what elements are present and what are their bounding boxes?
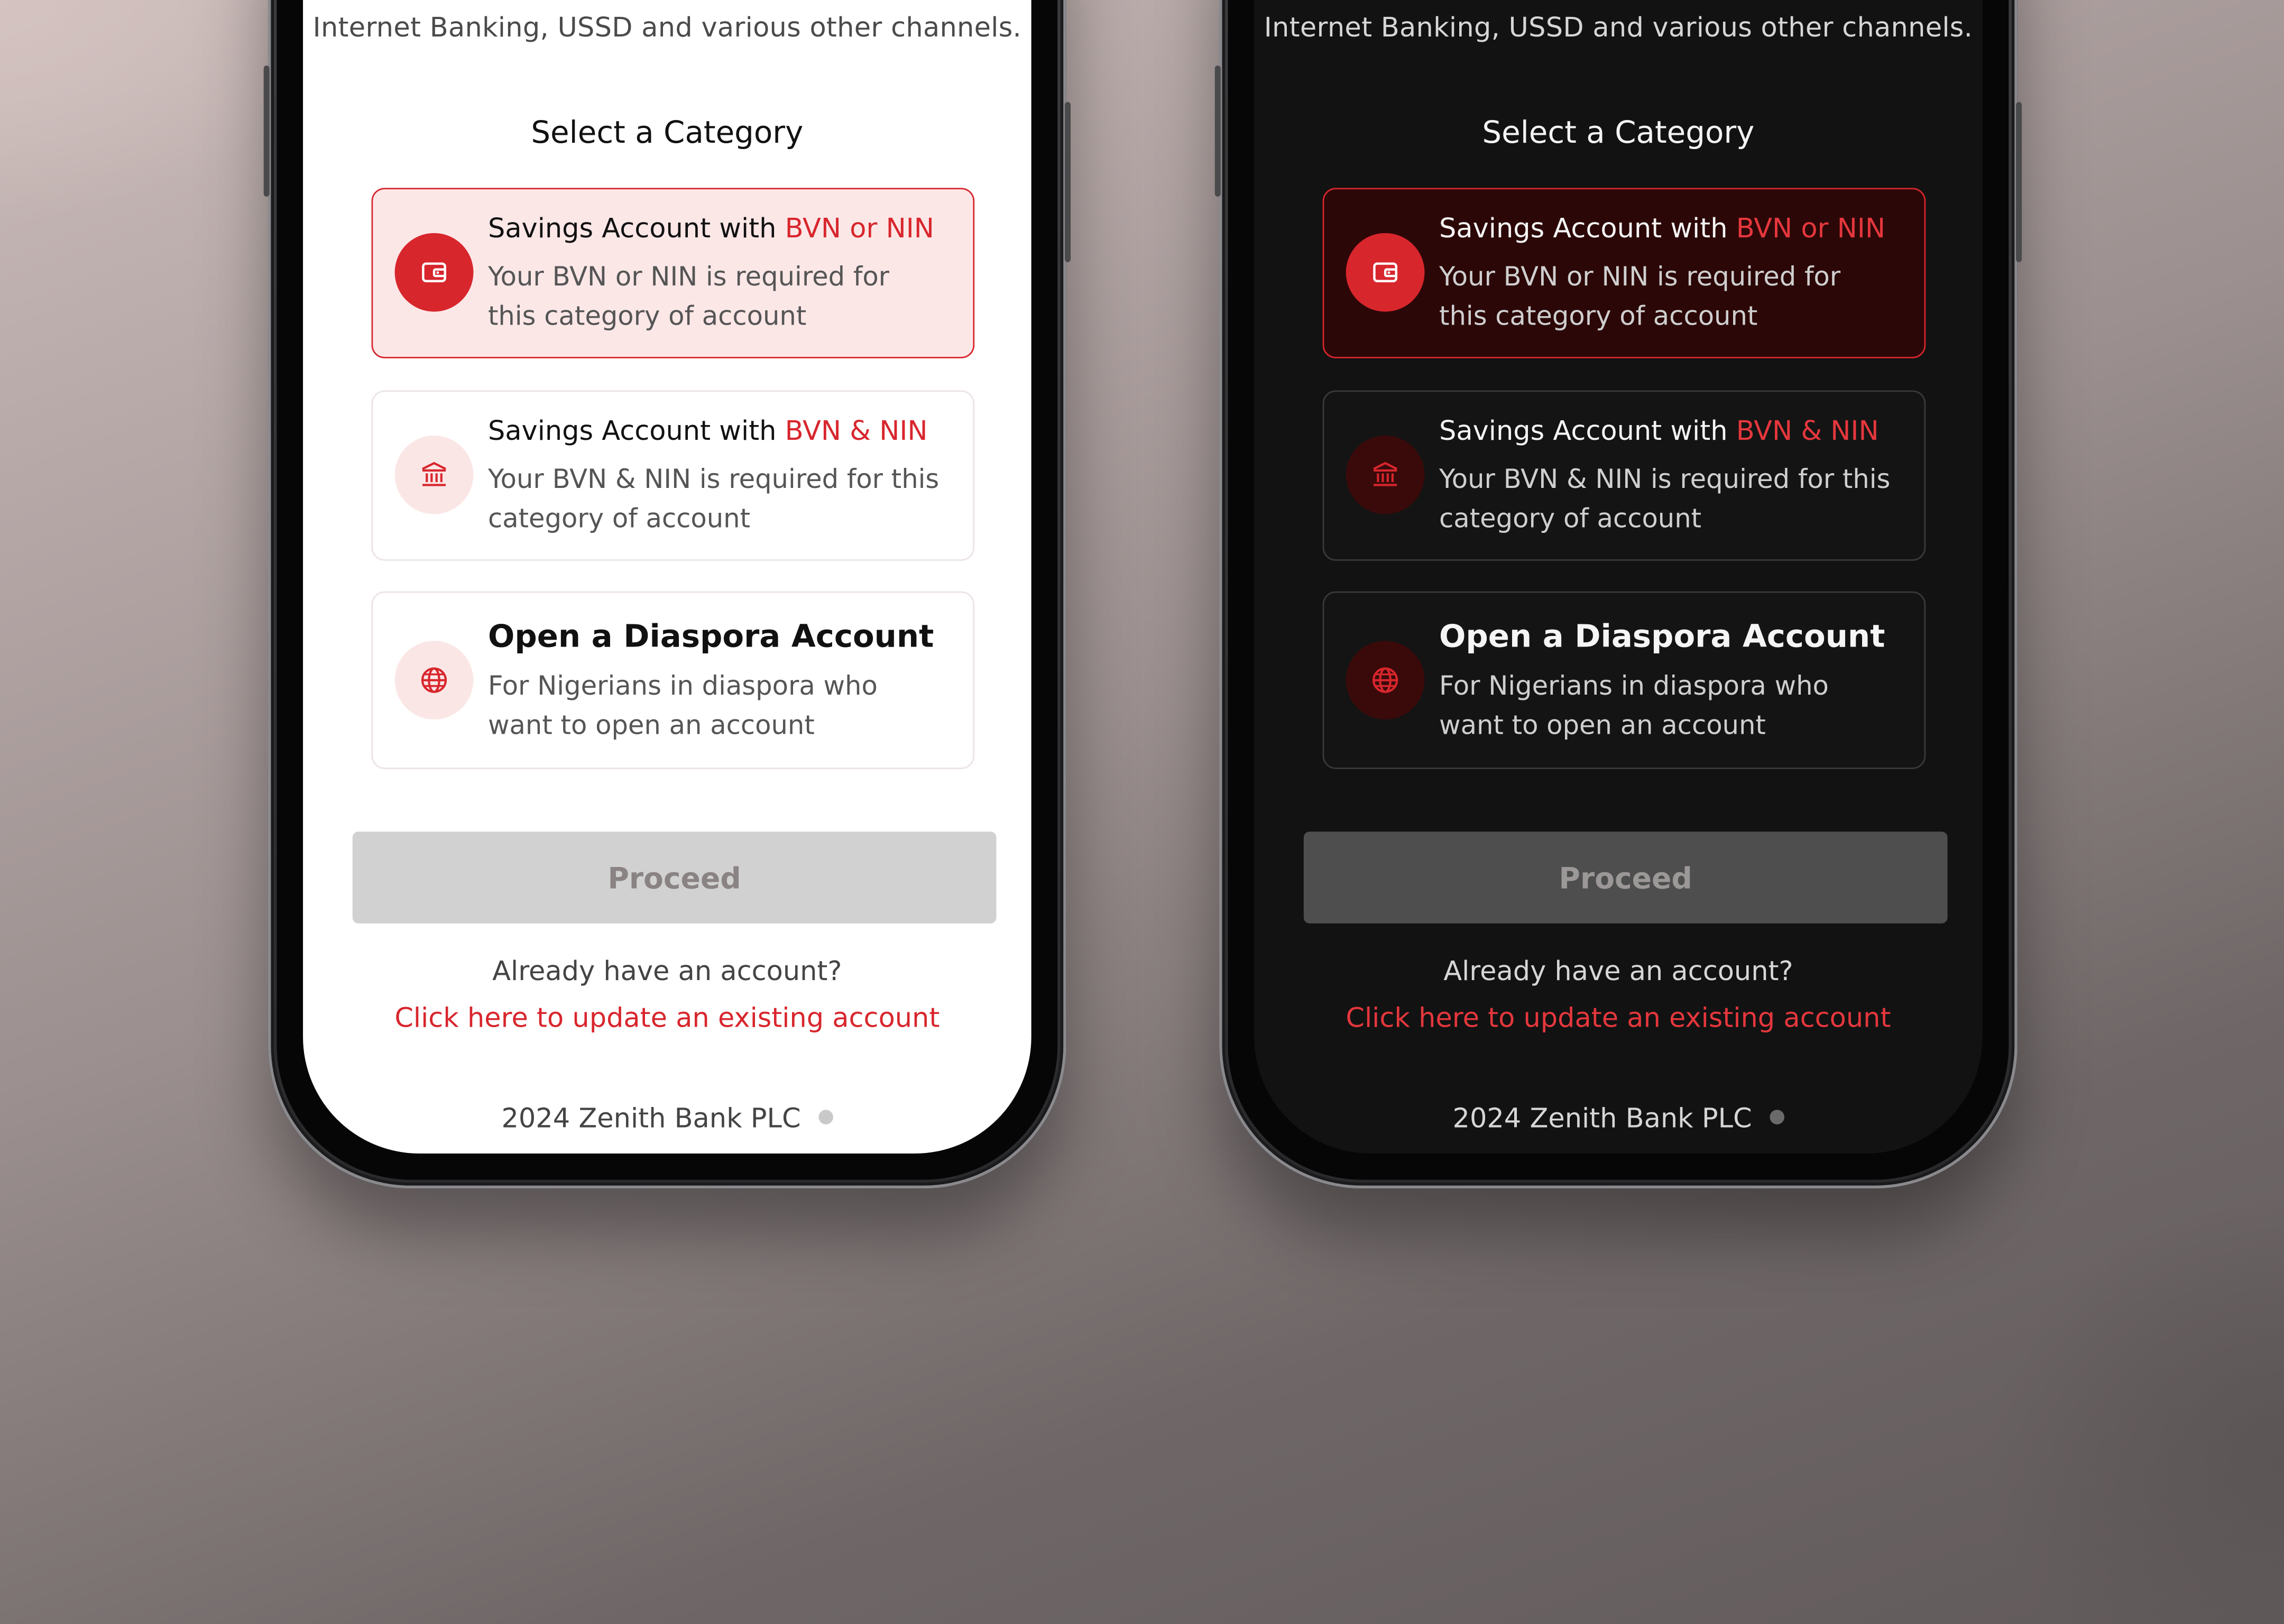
- category-title-highlight: BVN & NIN: [1736, 416, 1879, 447]
- category-title-prefix: Savings Account with: [487, 416, 785, 447]
- bank-icon: [395, 436, 474, 514]
- already-have-account-text: Already have an account?: [1443, 957, 1793, 988]
- category-title: [1439, 415, 1910, 450]
- category-card-diaspora[interactable]: [372, 592, 975, 769]
- category-title-prefix: Savings Account with: [1439, 214, 1736, 245]
- phone-bezel: [277, 0, 1057, 1180]
- category-title-highlight: BVN or NIN: [785, 214, 934, 245]
- update-existing-account-link[interactable]: Click here to update an existing account: [394, 1003, 940, 1035]
- category-description: Your BVN & NIN is required for this category of account: [1439, 464, 1891, 535]
- footer-copyright: 2024 Zenith Bank PLC: [1452, 1104, 1752, 1135]
- category-card-diaspora[interactable]: [1323, 592, 1926, 769]
- phone-dark-mode: [1219, 0, 2018, 1188]
- category-card-bvn-or-nin[interactable]: [1323, 188, 1926, 358]
- category-title: [488, 213, 959, 247]
- category-title: [488, 415, 959, 450]
- power-button: [2016, 102, 2022, 262]
- phone-bezel: [1228, 0, 2009, 1180]
- footer: [1254, 1103, 1983, 1138]
- category-description: For Nigerians in diaspora who want to open an account: [487, 671, 878, 742]
- wallet-icon: [395, 233, 474, 312]
- wallet-icon: [1346, 233, 1425, 312]
- bank-icon: [1346, 436, 1425, 514]
- globe-icon: [1346, 641, 1425, 719]
- category-title-prefix: Savings Account with: [1439, 416, 1736, 447]
- app-screen: [1254, 0, 1983, 1154]
- footer: [303, 1103, 1032, 1138]
- section-title: Select a Category: [1482, 115, 1755, 150]
- category-title-highlight: BVN & NIN: [785, 416, 928, 447]
- volume-button: [264, 66, 270, 197]
- category-description: Your BVN or NIN is required for this category of account: [1439, 262, 1841, 333]
- already-have-account-text: Already have an account?: [492, 957, 842, 988]
- globe-icon: [395, 641, 474, 719]
- category-title-highlight: BVN or NIN: [1736, 214, 1885, 245]
- footer-copyright: 2024 Zenith Bank PLC: [501, 1104, 801, 1135]
- category-card-bvn-and-nin[interactable]: [1323, 390, 1926, 560]
- category-title: Open a Diaspora Account: [1439, 619, 1885, 656]
- category-description: For Nigerians in diaspora who want to open an account: [1439, 671, 1829, 742]
- volume-button: [1215, 66, 1221, 197]
- category-title-prefix: Savings Account with: [487, 214, 785, 245]
- app-screen: [303, 0, 1032, 1154]
- category-title: Open a Diaspora Account: [487, 619, 934, 656]
- update-existing-account-link[interactable]: Click here to update an existing account: [1346, 1003, 1891, 1035]
- category-card-bvn-or-nin[interactable]: [372, 188, 975, 358]
- intro-text: Internet Banking, USSD and various other channels.: [1264, 13, 1973, 44]
- power-button: [1065, 102, 1071, 262]
- category-description: Your BVN & NIN is required for this category of account: [487, 464, 940, 535]
- phone-light-mode: [268, 0, 1066, 1188]
- proceed-button[interactable]: Proceed: [1304, 832, 1948, 924]
- section-title: Select a Category: [531, 115, 804, 150]
- intro-text: Internet Banking, USSD and various other channels.: [312, 13, 1022, 44]
- footer-dot-icon: [1770, 1110, 1784, 1124]
- category-title: [1439, 213, 1910, 247]
- category-description: Your BVN or NIN is required for this category of account: [487, 262, 890, 333]
- category-card-bvn-and-nin[interactable]: [372, 390, 975, 560]
- footer-dot-icon: [818, 1110, 833, 1124]
- proceed-button[interactable]: Proceed: [353, 832, 997, 924]
